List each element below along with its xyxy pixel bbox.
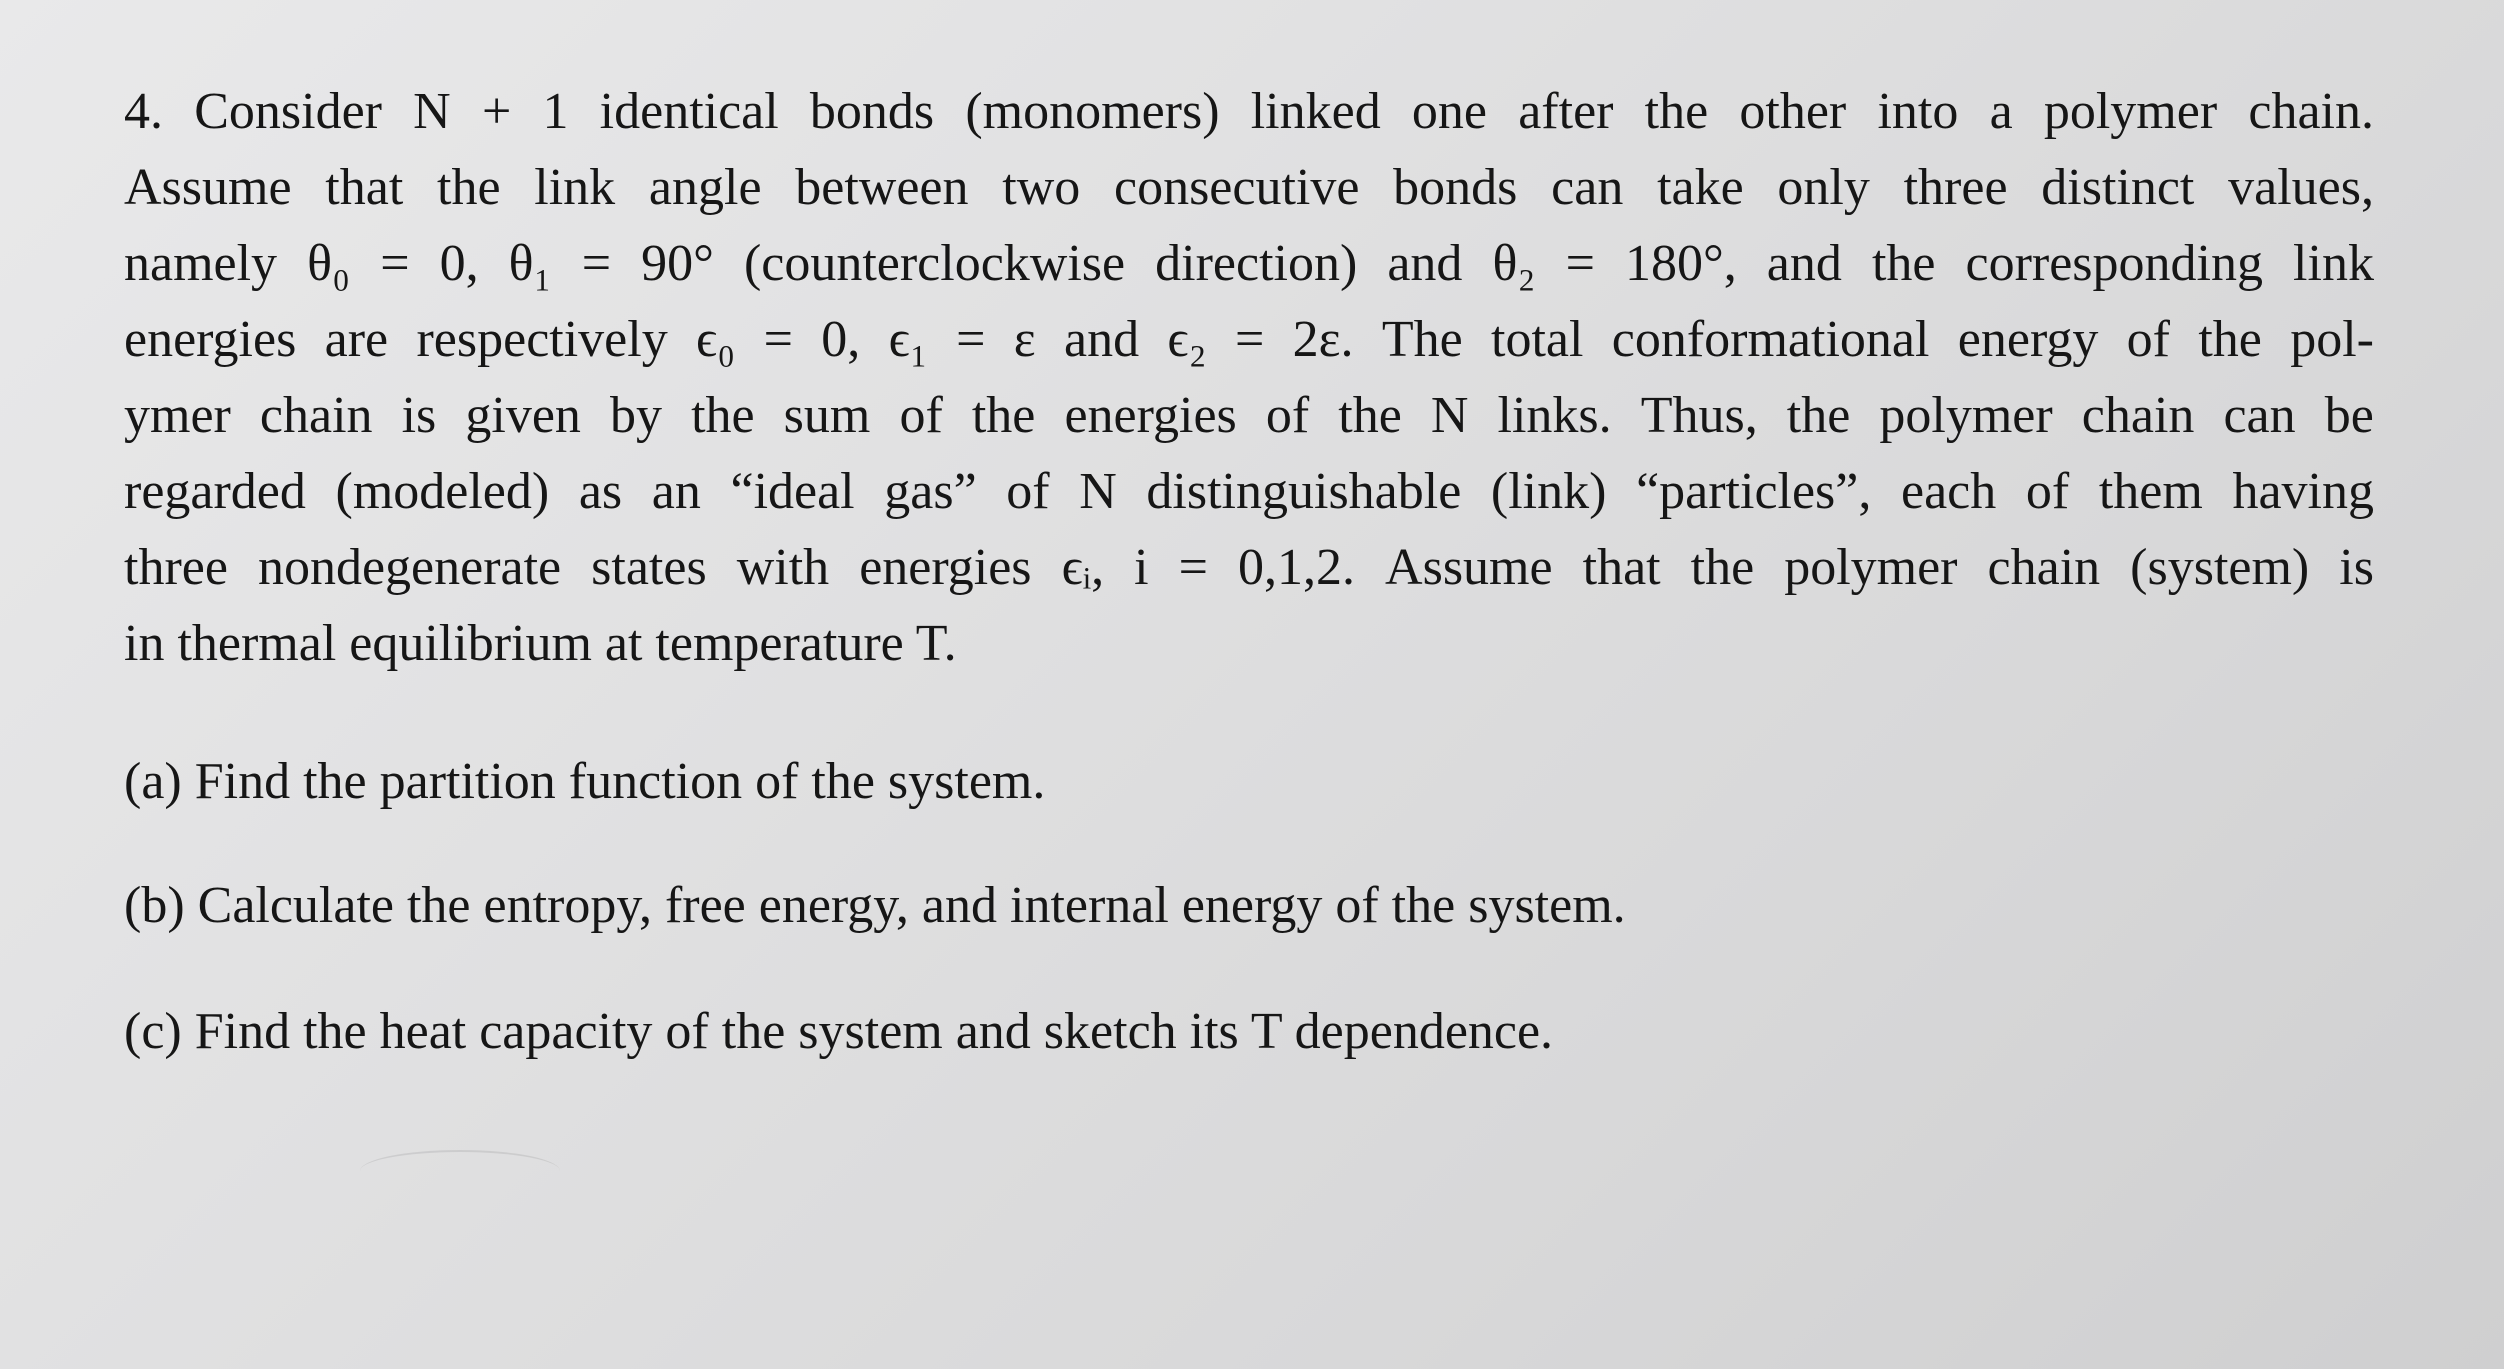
- statement-line-4: energies are respectively ϵ₀ = 0, ϵ₁ = ε and ϵ₂ = 2ε. The total conformational energy of the pol-: [124, 311, 2374, 368]
- part-a: (a) Find the partition function of the system.: [124, 753, 1046, 810]
- statement-line-6: regarded (modeled) as an “ideal gas” of N distinguishable (link) “particles”, each of them having: [124, 463, 2374, 520]
- statement-line-7: three nondegenerate states with energies ϵᵢ, i = 0,1,2. Assume that the polymer chain (system) is: [124, 539, 2374, 596]
- part-c: (c) Find the heat capacity of the system and sketch its T dependence.: [124, 1003, 1554, 1060]
- statement-line-5: ymer chain is given by the sum of the energies of the N links. Thus, the polymer chain can be: [124, 387, 2374, 444]
- paper-smudge: [360, 1150, 560, 1192]
- statement-line-3: namely θ₀ = 0, θ₁ = 90° (counterclockwise direction) and θ₂ = 180°, and the corresponding link: [124, 235, 2374, 292]
- statement-line-2: Assume that the link angle between two consecutive bonds can take only three distinct values,: [124, 159, 2374, 216]
- part-b: (b) Calculate the entropy, free energy, and internal energy of the system.: [124, 877, 1626, 934]
- statement-line-8: in thermal equilibrium at temperature T.: [124, 615, 957, 672]
- statement-line-1: 4. Consider N + 1 identical bonds (monomers) linked one after the other into a polymer chain.: [124, 83, 2374, 140]
